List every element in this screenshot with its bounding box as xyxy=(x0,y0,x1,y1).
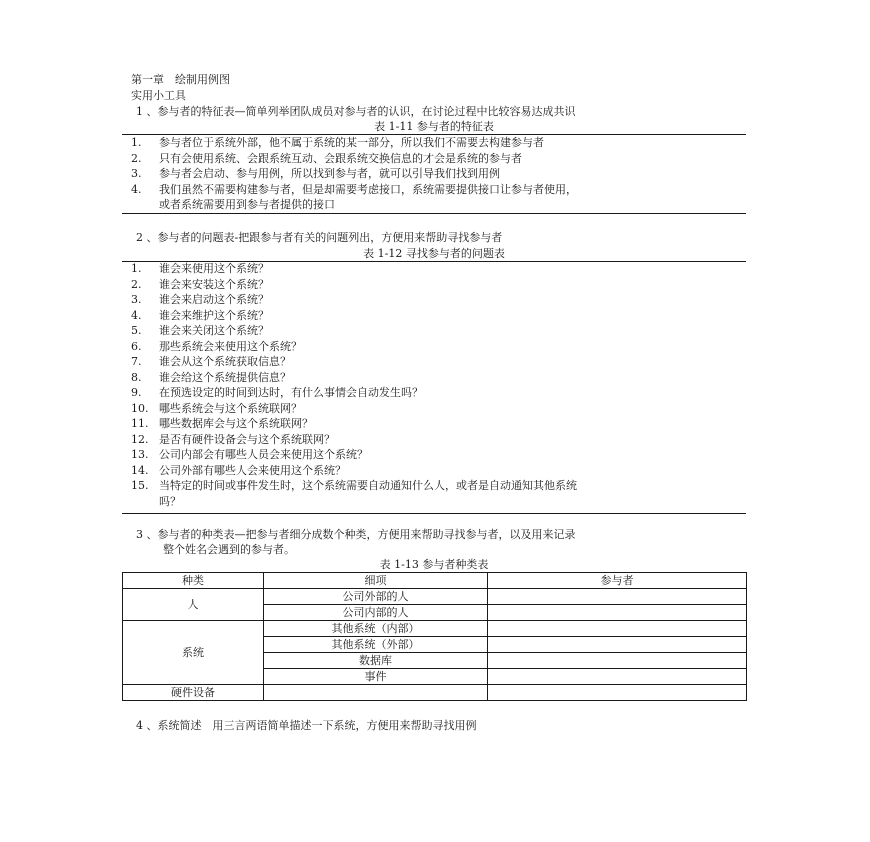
list-item xyxy=(131,308,577,324)
item-text: 谁会给这个系统提供信息？ xyxy=(159,370,291,384)
actor-cell xyxy=(488,637,747,653)
table-1-12-bottom-rule xyxy=(122,513,746,514)
list-item xyxy=(131,166,577,182)
item-number: 3. xyxy=(131,293,142,306)
item-number: 2. xyxy=(131,277,142,291)
item-text: 参与者位于系统外部，他不属于系统的某一部分，所以我们不需要去构建参与者 xyxy=(159,136,544,149)
item-text: 我们虽然不需要构建参与者，但是却需要考虑接口，系统需要提供接口让参与者使用， xyxy=(159,182,577,196)
item-text: 吗？ xyxy=(159,494,181,508)
list-item xyxy=(131,447,577,463)
item-number xyxy=(131,197,159,213)
list-item xyxy=(131,323,577,339)
item-text: 公司内部会有哪些人员会来使用这个系统？ xyxy=(159,448,368,461)
item-number: 15. xyxy=(131,479,149,492)
item-number: 7. xyxy=(131,355,142,368)
list-item xyxy=(131,494,577,510)
list-item xyxy=(131,416,577,432)
actor-cell xyxy=(488,605,747,621)
section3-heading-line2: 整个姓名会遇到的参与者。 xyxy=(163,543,295,556)
item-number: 10. xyxy=(131,401,149,415)
actor-characteristics-list xyxy=(131,135,577,213)
item-text: 哪些数据库会与这个系统联网？ xyxy=(159,417,313,430)
table-row xyxy=(123,621,747,637)
actor-cell xyxy=(488,685,747,701)
kind-cell: 硬件设备 xyxy=(123,685,264,701)
list-item xyxy=(131,197,577,213)
table-1-12-caption: 表 1-12 寻找参与者的问题表 xyxy=(363,247,505,260)
item-text: 参与者会启动、参与用例，所以找到参与者，就可以引导我们找到用例 xyxy=(159,167,500,180)
actor-cell xyxy=(488,653,747,669)
list-item xyxy=(131,432,577,448)
list-item xyxy=(131,354,577,370)
detail-cell: 公司内部的人 xyxy=(264,605,488,621)
column-header-actor: 参与者 xyxy=(488,573,747,589)
item-number: 8. xyxy=(131,370,142,384)
actor-cell xyxy=(488,589,747,605)
item-number: 4. xyxy=(131,308,142,322)
item-number: 12. xyxy=(131,432,149,446)
item-text: 只有会使用系统、会跟系统互动、会跟系统交换信息的才会是系统的参与者 xyxy=(159,151,522,165)
section4-heading: 4 、系统简述 用三言两语简单描述一下系统，方便用来帮助寻找用例 xyxy=(136,719,477,732)
detail-cell: 事件 xyxy=(264,669,488,685)
item-text: 谁会从这个系统获取信息？ xyxy=(159,355,291,368)
item-number: 3. xyxy=(131,167,142,180)
detail-cell: 数据库 xyxy=(264,653,488,669)
kind-cell: 系统 xyxy=(123,621,264,685)
item-number xyxy=(131,494,159,510)
item-text: 谁会来启动这个系统？ xyxy=(159,293,269,306)
table-row xyxy=(123,685,747,701)
table-row xyxy=(123,589,747,605)
item-text: 谁会来安装这个系统？ xyxy=(159,277,269,291)
list-item xyxy=(131,277,577,293)
item-text: 那些系统会来使用这个系统？ xyxy=(159,339,302,353)
item-number: 13. xyxy=(131,448,149,461)
subtitle: 实用小工具 xyxy=(131,89,186,102)
table-1-11-bottom-rule xyxy=(122,213,746,214)
item-number: 1. xyxy=(131,262,142,275)
list-item xyxy=(131,385,577,401)
item-text: 当特定的时间或事件发生时，这个系统需要自动通知什么人，或者是自动通知其他系统 xyxy=(159,479,577,492)
item-number: 9. xyxy=(131,386,142,399)
item-text: 是否有硬件设备会与这个系统联网？ xyxy=(159,432,335,446)
list-item xyxy=(131,182,577,198)
list-item xyxy=(131,292,577,308)
item-text: 哪些系统会与这个系统联网？ xyxy=(159,401,302,415)
item-text: 或者系统需要用到参与者提供的接口 xyxy=(159,198,335,211)
list-item xyxy=(131,370,577,386)
column-header-kind: 种类 xyxy=(123,573,264,589)
list-item xyxy=(131,478,577,494)
list-item xyxy=(131,135,577,151)
actor-cell xyxy=(488,621,747,637)
table-header-row xyxy=(123,573,747,589)
item-number: 4. xyxy=(131,182,142,196)
detail-cell: 其他系统（内部） xyxy=(264,621,488,637)
table-1-13-caption: 表 1-13 参与者种类表 xyxy=(379,558,489,571)
list-item xyxy=(131,261,577,277)
item-text: 公司外部有哪些人会来使用这个系统？ xyxy=(159,463,346,477)
item-number: 2. xyxy=(131,151,142,165)
item-number: 1. xyxy=(131,136,142,149)
kind-cell: 人 xyxy=(123,589,264,621)
item-text: 谁会来维护这个系统？ xyxy=(159,308,269,322)
item-text: 谁会来使用这个系统？ xyxy=(159,262,269,275)
item-number: 14. xyxy=(131,463,149,477)
section3-heading-line1: 3 、参与者的种类表—把参与者细分成数个种类，方便用来帮助寻找参与者，以及用来记录 xyxy=(136,528,576,541)
actor-question-list xyxy=(131,261,577,509)
list-item xyxy=(131,151,577,167)
item-text: 在预选设定的时间到达时，有什么事情会自动发生吗？ xyxy=(159,386,423,399)
detail-cell xyxy=(264,685,488,701)
column-header-detail: 细项 xyxy=(264,573,488,589)
list-item xyxy=(131,463,577,479)
list-item xyxy=(131,401,577,417)
section1-heading: 1 、参与者的特征表—简单列举团队成员对参与者的认识，在讨论过程中比较容易达成共识 xyxy=(136,105,576,118)
detail-cell: 其他系统（外部） xyxy=(264,637,488,653)
detail-cell: 公司外部的人 xyxy=(264,589,488,605)
table-1-11-caption: 表 1-11 参与者的特征表 xyxy=(374,120,494,133)
item-text: 谁会来关闭这个系统？ xyxy=(159,324,269,337)
actor-cell xyxy=(488,669,747,685)
chapter-title: 第一章 绘制用例图 xyxy=(131,73,230,86)
section2-heading: 2 、参与者的问题表-把跟参与者有关的问题列出，方便用来帮助寻找参与者 xyxy=(136,231,503,244)
actor-kinds-table xyxy=(122,572,747,701)
item-number: 11. xyxy=(131,417,149,430)
item-number: 6. xyxy=(131,339,142,353)
item-number: 5. xyxy=(131,324,142,337)
list-item xyxy=(131,339,577,355)
